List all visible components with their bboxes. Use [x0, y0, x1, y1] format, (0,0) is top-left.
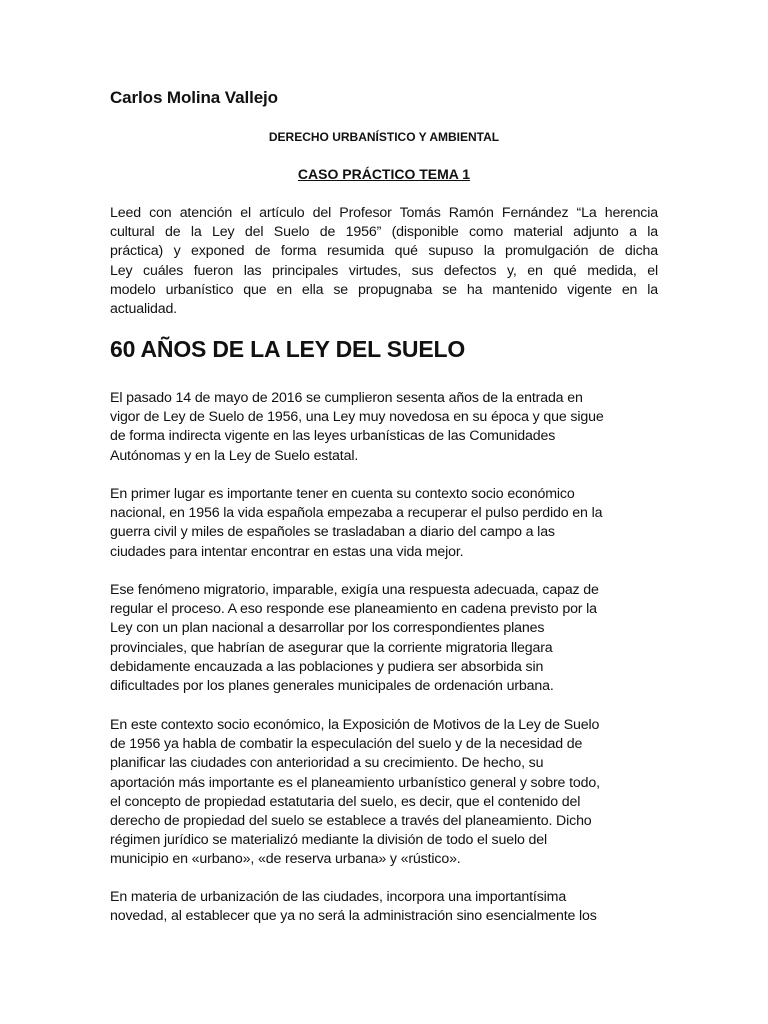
body-paragraph: [110, 389, 658, 466]
text-line: aportación más importante es el planeamiento urbanístico general y sobre todo,: [110, 774, 600, 791]
subject-title: DERECHO URBANÍSTICO Y AMBIENTAL: [268, 130, 500, 144]
case-title: CASO PRÁCTICO TEMA 1: [297, 166, 471, 182]
text-line: derecho de propiedad del suelo se establece a través del planeamiento. Dicho: [110, 813, 592, 830]
body-paragraph: [110, 716, 658, 870]
text-line: En este contexto socio económico, la Exposición de Motivos de la Ley de Suelo: [110, 717, 600, 733]
author-name: Carlos Molina Vallejo: [110, 88, 278, 107]
section-heading: 60 AÑOS DE LA LEY DEL SUELO: [110, 336, 466, 362]
text-line: Autónomas y en la Ley de Suelo estatal.: [110, 447, 359, 464]
text-line: provinciales, que habrían de asegurar que la corriente migratoria llegara: [110, 639, 553, 656]
text-line: El pasado 14 de mayo de 2016 se cumplieron sesenta años de la entrada en: [110, 390, 583, 406]
text-line: guerra civil y miles de españoles se trasladaban a diario del campo a las: [110, 524, 555, 541]
text-line: municipio en «urbano», «de reserva urbana» y «rústico».: [110, 851, 461, 868]
text-line: dificultades por los planes generales municipales de ordenación urbana.: [110, 678, 554, 695]
body-paragraph: [110, 581, 658, 696]
text-line: vigor de Ley de Suelo de 1956, una Ley muy novedosa en su época y que sigue: [110, 409, 604, 426]
text-line: nacional, en 1956 la vida española empezaba a recuperar el pulso perdido en la: [110, 505, 603, 522]
text-line: actualidad.: [110, 301, 177, 318]
text-line: En materia de urbanización de las ciudades, incorpora una importantísima: [110, 889, 567, 905]
text-line: ciudades para intentar encontrar en estas una vida mejor.: [110, 543, 464, 560]
text-line: debidamente encauzada a las poblaciones y pudiera ser absorbida sin: [110, 658, 544, 675]
body-paragraph: [110, 485, 658, 562]
text-line: regular el proceso. A eso responde ese planeamiento en cadena previsto por la: [110, 601, 597, 618]
text-line: Ley cuáles fueron las principales virtudes, sus defectos y, en qué medida, el: [110, 262, 658, 279]
text-line: modelo urbanístico que en ella se propugnaba se ha mantenido vigente en la: [110, 281, 658, 298]
instructions-paragraph: [110, 204, 658, 319]
text-line: régimen jurídico se materializó mediante la división de todo el suelo del: [110, 832, 547, 849]
body-paragraph: [110, 888, 658, 926]
text-line: Ese fenómeno migratorio, imparable, exigía una respuesta adecuada, capaz de: [110, 582, 599, 598]
text-line: el concepto de propiedad estatutaria del suelo, es decir, que el contenido del: [110, 793, 581, 810]
text-line: Ley con un plan nacional a desarrollar por los correspondientes planes: [110, 620, 545, 637]
text-line: En primer lugar es importante tener en cuenta su contexto socio económico: [110, 486, 575, 502]
text-line: práctica) y exponed de forma resumida qué supuso la promulgación de dicha: [110, 243, 658, 260]
text-line: de 1956 ya habla de combatir la especulación del suelo y de la necesidad de: [110, 736, 583, 753]
text-line: planificar las ciudades con anterioridad a su crecimiento. De hecho, su: [110, 755, 544, 772]
text-line: novedad, al establecer que ya no será la administración sino esencialmente los: [110, 908, 597, 925]
text-line: cultural de la Ley del Suelo de 1956” (disponible como material adjunto a la: [110, 224, 658, 241]
text-line: de forma indirecta vigente en las leyes urbanísticas de las Comunidades: [110, 428, 556, 445]
text-line: Leed con atención el artículo del Profesor Tomás Ramón Fernández “La herencia: [110, 205, 658, 221]
